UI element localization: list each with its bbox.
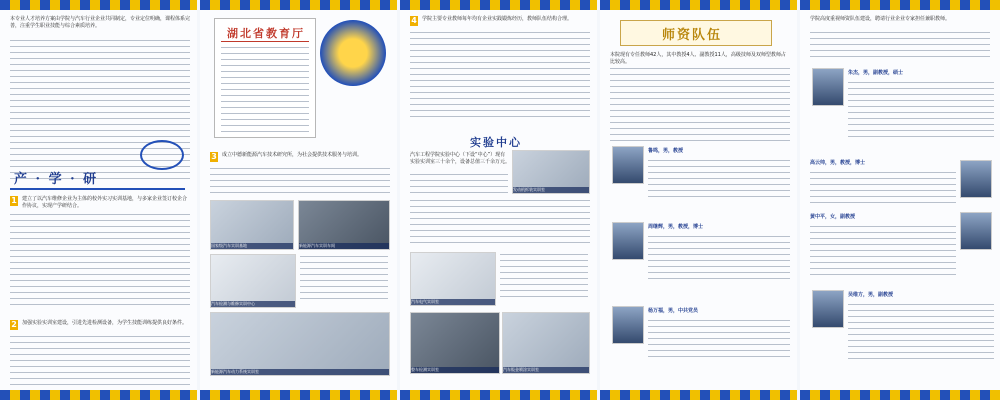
- badge-decoration: [320, 20, 386, 86]
- text-block: [810, 226, 956, 280]
- portrait-photo: [612, 222, 644, 260]
- text-block: [410, 200, 590, 248]
- text-block: [610, 68, 790, 146]
- photo-engine-lab: [512, 150, 590, 194]
- para-6: 本院现有专任教师42人，其中教授4人、副教授11人，高级技师及双师型教师占比较高。: [610, 52, 786, 65]
- para-2: 加强实验实训室建设，引进先进检测设备，为学生技能训练提供良好条件。: [22, 320, 188, 326]
- para-4: 学院主要专业教师每年均有企业实践锻炼经历，教师队伍结构合理。: [422, 16, 573, 22]
- photo-bodywork-lab: [502, 312, 590, 374]
- panel-5: [800, 0, 1000, 400]
- faculty-name: 周继辉，男，教授，博士: [648, 224, 704, 230]
- photo-caption: 新能源汽车动力系统实训室: [211, 369, 389, 375]
- photo-ev-workshop: [298, 200, 390, 250]
- faculty-name: 高云帅，男，教授，博士: [810, 160, 866, 166]
- text-block: [210, 168, 390, 198]
- panel-3: [400, 0, 597, 400]
- newspaper-clipping: [214, 18, 316, 138]
- photo-caption: 整车检测实训室: [411, 367, 499, 373]
- photo-caption: 汽车电气实训室: [411, 299, 495, 305]
- number-badge-4: 4: [411, 16, 417, 25]
- ring-decoration: [140, 140, 184, 170]
- panel-1: [0, 0, 197, 400]
- text-block: [648, 320, 790, 362]
- faculty-name: 鲁鸣，男，教授: [648, 148, 684, 154]
- photo-training-base: [210, 200, 294, 250]
- portrait-photo: [960, 212, 992, 250]
- para-7: 学院高度重视师资队伍建设，聘请行业企业专家担任兼职教师。: [810, 16, 951, 22]
- portrait-photo: [812, 68, 844, 106]
- section-title-faculty: 师资队伍: [662, 28, 723, 43]
- text-block: [648, 236, 790, 284]
- text-block: [410, 32, 590, 122]
- faculty-name: 吴维方，男，副教授: [848, 292, 894, 298]
- panel-2: [200, 0, 397, 400]
- photo-caption: 新能源汽车实训车间: [299, 243, 389, 249]
- para-5: 汽车工程学院实验中心（下设“中心”）现有实验实训室三十余个，设备总值三千余万元。: [410, 152, 511, 165]
- photo-caption: 发动机拆装实训室: [513, 187, 589, 193]
- photo-inspection-center: [210, 254, 296, 308]
- text-block: [848, 304, 994, 364]
- text-block: [10, 336, 190, 390]
- text-block: [221, 47, 309, 137]
- portrait-photo: [812, 290, 844, 328]
- text-block: [810, 32, 990, 62]
- intro-text: 本专业人才培养方案由学院与汽车行业企业共同制定，专业定位明确，课程体系完善，注重学生职业技能与综合素质培养。: [10, 16, 191, 29]
- portrait-photo: [960, 160, 992, 198]
- faculty-name: 朱杰，男，副教授，硕士: [848, 70, 904, 76]
- para-1: 建立了以汽车维修企业为主体的校外实习实训基地，与多家企业签订校企合作协议，实现产学研结合。: [22, 196, 188, 209]
- photo-vehicle-inspection-lab: [410, 312, 500, 374]
- text-block: [300, 256, 388, 304]
- text-block: [848, 82, 994, 142]
- panel-4: [600, 0, 797, 400]
- number-badge-3: 3: [211, 152, 217, 161]
- photo-caption: 汽车钣金喷涂实训室: [503, 367, 589, 373]
- text-block: [810, 172, 956, 208]
- divider: [221, 41, 309, 42]
- portrait-photo: [612, 146, 644, 184]
- photo-electrical-lab: [410, 252, 496, 306]
- section-title-lab-center: 实验中心: [470, 136, 522, 149]
- faculty-name: 杨万福，男，中共党员: [648, 308, 699, 314]
- faculty-name: 黄中平，女，副教授: [810, 214, 856, 220]
- photo-caption: 汽车检测与维修实训中心: [211, 301, 295, 307]
- text-block: [500, 254, 588, 302]
- section-title-chanxueyan: 产 · 学 · 研: [14, 172, 99, 187]
- text-block: [10, 214, 190, 310]
- para-3: 成立中德新能源汽车技术研究所，为社会提供技术服务与培训。: [222, 152, 363, 158]
- photo-caption: 国家级汽车实训基地: [211, 243, 293, 249]
- text-block: [410, 174, 508, 198]
- divider: [10, 188, 185, 190]
- photo-powertrain-lab: [210, 312, 390, 376]
- number-badge-2: 2: [11, 320, 17, 329]
- newspaper-title: 湖北省教育厅: [227, 27, 305, 40]
- text-block: [648, 160, 790, 202]
- number-badge-1: 1: [11, 196, 17, 205]
- portrait-photo: [612, 306, 644, 344]
